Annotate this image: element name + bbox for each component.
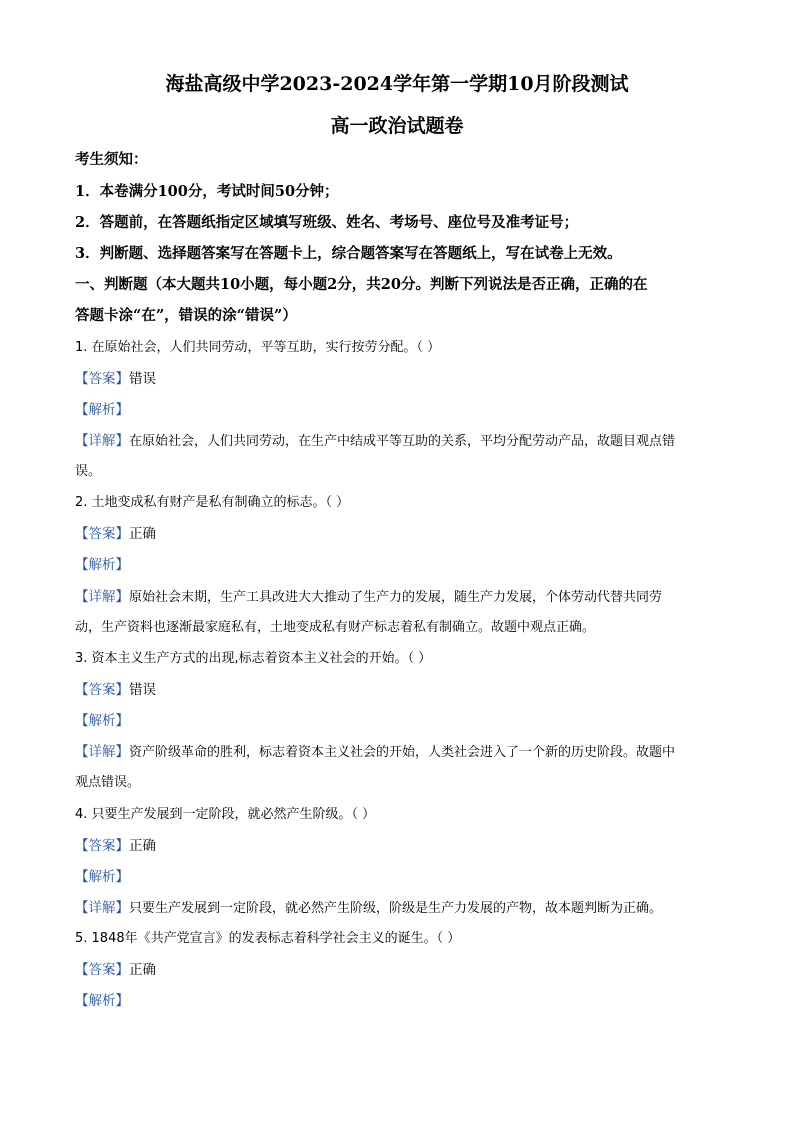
notice-item-3: 3．判断题、选择题答案写在答题卡上，综合题答案写在答题纸上，写在试卷上无效。: [75, 245, 622, 262]
detail-label: 【详解】: [75, 744, 129, 760]
analysis-label: 【解析】: [75, 402, 129, 418]
detail-row-3: [75, 742, 725, 763]
section-heading-line-1: 一、判断题（本大题共10小题，每小题2分，共20分。判断下列说法是否正确，正确的在: [75, 276, 648, 293]
answer-label: 【答案】: [75, 526, 129, 542]
answer-row-4: [75, 836, 725, 856]
detail-continuation: 观点错误。: [75, 775, 141, 790]
analysis-label: 【解析】: [75, 713, 129, 729]
detail-label: 【详解】: [75, 433, 129, 449]
answer-label: 【答案】: [75, 838, 129, 854]
notice-heading: 考生须知：: [75, 151, 148, 168]
answer-row-2: [75, 524, 725, 544]
analysis-label: 【解析】: [75, 993, 129, 1009]
answer-value: 错误: [129, 682, 156, 698]
answer-value: 正确: [129, 962, 156, 978]
detail-row-4: [75, 898, 725, 919]
exam-subtitle: 高一政治试题卷: [330, 115, 464, 137]
answer-row-3: [75, 680, 725, 700]
answer-label: 【答案】: [75, 682, 129, 698]
answer-row-5: [75, 960, 725, 980]
notice-item-2: 2．答题前，在答题纸指定区域填写班级、姓名、考场号、座位号及准考证号；: [75, 214, 579, 231]
answer-row-1: [75, 369, 725, 389]
answer-value: 错误: [129, 371, 156, 387]
detail-text: 原始社会末期，生产工具改进大大推动了生产力的发展，随生产力发展，个体劳动代替共同劳: [129, 590, 663, 605]
question-1: 1. 在原始社会，人们共同劳动，平等互助，实行按劳分配。（ ）: [75, 340, 441, 355]
detail-continuation: 动，生产资料也逐渐最家庭私有，土地变成私有财产标志着私有制确立。故题中观点正确。: [75, 620, 596, 635]
detail-text: 只要生产发展到一定阶段，就必然产生阶级，阶级是生产力发展的产物，故本题判断为正确。: [129, 901, 663, 916]
answer-label: 【答案】: [75, 962, 129, 978]
question-2: 2. 土地变成私有财产是私有制确立的标志。（ ）: [75, 495, 350, 510]
answer-value: 正确: [129, 838, 156, 854]
question-5: 5. 1848年《共产党宣言》的发表标志着科学社会主义的诞生。（ ）: [75, 931, 461, 946]
section-heading-line-2: 答题卡涂“在”，错误的涂“错误”）: [75, 307, 297, 324]
detail-text: 在原始社会，人们共同劳动，在生产中结成平等互助的关系，平均分配劳动产品，故题目观点错: [129, 434, 676, 449]
question-4: 4. 只要生产发展到一定阶段，就必然产生阶级。（ ）: [75, 807, 376, 822]
analysis-label: 【解析】: [75, 557, 129, 573]
detail-row-2: [75, 587, 725, 608]
answer-value: 正确: [129, 526, 156, 542]
notice-item-1: 1．本卷满分100分，考试时间50分钟；: [75, 183, 339, 200]
detail-continuation: 误。: [75, 464, 102, 479]
detail-label: 【详解】: [75, 589, 129, 605]
analysis-label: 【解析】: [75, 869, 129, 885]
exam-title: 海盐高级中学2023-2024学年第一学期10月阶段测试: [165, 73, 629, 95]
question-3: 3. 资本主义生产方式的出现,标志着资本主义社会的开始。（ ）: [75, 651, 432, 666]
detail-text: 资产阶级革命的胜利，标志着资本主义社会的开始，人类社会进入了一个新的历史阶段。故题中: [129, 745, 676, 760]
detail-row-1: [75, 431, 725, 452]
detail-label: 【详解】: [75, 900, 129, 916]
answer-label: 【答案】: [75, 371, 129, 387]
